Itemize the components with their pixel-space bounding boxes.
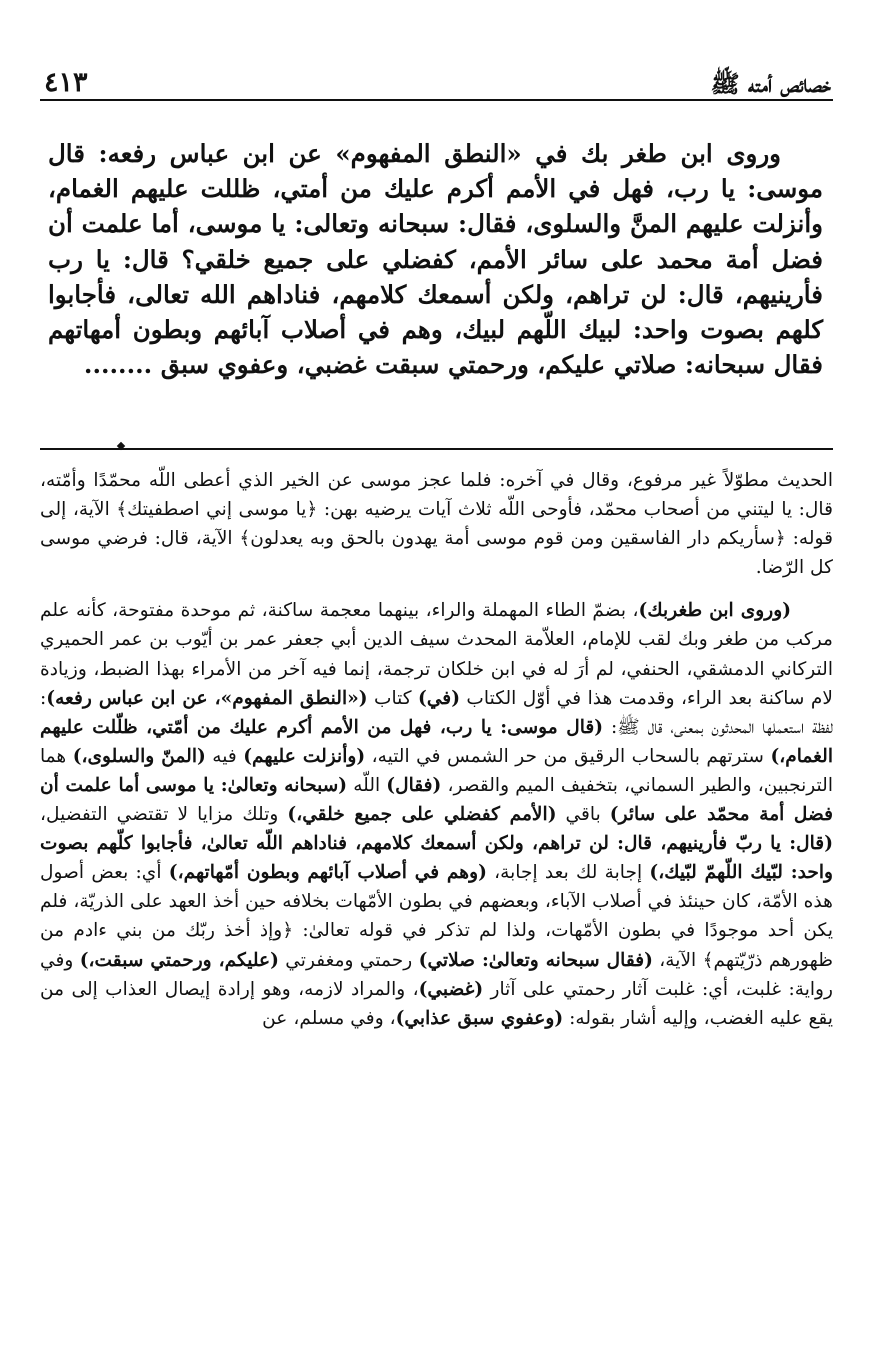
commentary (40, 466, 833, 1033)
header-rule (40, 99, 833, 101)
quoted-text: (المنّ والسلوى،) (72, 745, 206, 767)
commentary-paragraph-1: الحديث مطوّلاً غير مرفوع، وقال في آخره: فلما عجز موسى عن الخير الذي أعطى اللّه محمّدًا وأمّته، قال: يا ليتني من أصحاب محمّد، فأوحى اللّه ثلاث آيات يرضيه بهن: ﴿يا موسى إني اصطفيتك﴾ الآية، إلى قوله: ﴿سأريكم دار الفاسقين ومن قوم موسى أمة يهدون بالحق وبه يعدلون﴾ الآية، قال: فرضي موسى كل الرّضا. (40, 470, 833, 579)
gloss-text: فيه (205, 745, 244, 767)
gloss-text: هما الترنجبين، والطير السماني، بتخفيف الميم والقصر، (40, 745, 833, 796)
commentary-divider (40, 448, 833, 450)
gloss-text: أي: بعض أصول هذه الأمّة، كان حينئذ في أصلاب الآباء، وبعضهم في بطون الأمّهات بخلافه حين أخذ العهد على الذريّة، فلم يكن أحد موجودًا في بطون الأمّهات، ولذا لم تذكر في قوله تعالىٰ: ﴿وإذ أخذ ربّك من بني ءادم من ظهورهم ذرّيّتهم﴾ الآية، (40, 862, 834, 971)
quoted-text: (وروى ابن طغربك) (638, 600, 791, 622)
quoted-text: (فقال سبحانه وتعالىٰ: صلاتي) (418, 949, 653, 971)
page-header (44, 56, 831, 96)
quoted-text: (سبحانه وتعالىٰ: يا موسى أما علمت أن فضل أمة محمّد على سائر) (40, 774, 833, 826)
quoted-text: (وأنزلت عليهم) (243, 745, 366, 767)
quoted-text: (عليكم، ورحمتي سبقت،) (79, 949, 279, 971)
gloss-text: ، بضمّ الطاء المهملة والراء، بينهما معجمة ساكنة، ثم موحدة مفتوحة، كأنه علم مركب من طغر وبك لقب للإمام، العلاّمة المحدث سيف الدين أبي جعفر عمر بن أيّوب بن عمر الحميري التركاني الدمشقي، الحنفي، لم أرَ له في ابن خلكان ترجمة، إنما فيه آخر من الأمراء بهذا الضبط، وزيادة لام ساكنة بعد الراء، وقدمت هذا في أوّل الكتاب (40, 600, 833, 709)
gloss-text: كتاب (367, 687, 419, 709)
quoted-text: (وهم في أصلاب آبائهم وبطون أمّهاتهم،) (168, 862, 487, 884)
page-number: ٤١٣ (44, 67, 88, 98)
gloss-text: ، وفي مسلم، عن (262, 1007, 396, 1029)
running-title: خصائص أمته ﷺ (710, 69, 831, 98)
main-text (48, 136, 823, 382)
quoted-text: (الأمم كفضلي على جميع خلقي،) (287, 804, 557, 826)
quoted-text: (وعفوي سبق عذابي) (395, 1007, 564, 1029)
gloss-text: وفي رواية: غلبت، أي: غلبت آثار رحمتي على آثار (40, 949, 833, 1000)
gloss-text: ، والمراد لازمه، وهو إرادة إيصال العذاب إلى من يقع عليه الغضب، وإليه أشار بقوله: (40, 978, 833, 1029)
gloss-text: سترتهم بالسحاب الرقيق من حر الشمس في التيه، (365, 745, 771, 767)
gloss-text: وتلك مزايا لا تقتضي التفضيل، (40, 804, 288, 826)
quoted-text: (قال: يا ربّ فأرينيهم، قال: لن تراهم، ولكن أسمعك كلامهم، فناداهم اللّه تعالىٰ، فأجابوا كلّهم بصوت واحد: لبّيك اللّهمّ لبّيك،) (40, 833, 833, 884)
gloss-text: باقي (556, 804, 610, 826)
quoted-text: («النطق المفهوم»، عن ابن عباس رفعه) (46, 687, 368, 709)
quoted-text: (قال موسى: يا رب، فهل من الأمم أكرم عليك من أمّتي، ظلّلت عليهم الغمام،) (40, 716, 833, 767)
main-paragraph-text: وروى ابن طغر بك في «النطق المفهوم» عن ابن عباس رفعه: قال موسى: يا رب، فهل في الأمم أكرم عليك من أمتي، ظللت عليهم الغمام، وأنزلت عليهم المنَّ والسلوى، فقال: سبحانه وتعالى: يا موسى، أما علمت أن فضل أمة محمد على سائر الأمم، كفضلي على جميع خلقي؟ قال: يا رب فأرينيهم، قال: لن تراهم، ولكن أسمعك كلامهم، فناداهم الله تعالى، فأجابوا كلهم بصوت واحد: لبيك اللّهم لبيك، وهم في أصلاب آبائهم وبطون أمهاتهم فقال سبحانه: صلاتي عليكم، ورحمتي سبقت غضبي، وعفوي سبق ........ (48, 139, 823, 380)
gloss-text: اللّه (347, 774, 387, 796)
commentary-paragraph-2 (40, 596, 833, 1032)
quoted-text: (في) (418, 687, 460, 709)
paragraph-gap (40, 582, 833, 596)
gloss-text: رحمتي ومغفرتي (278, 949, 419, 971)
main-paragraph (48, 136, 823, 382)
gloss-text: إجابة لك بعد إجابة، (486, 862, 650, 884)
gloss-text: : لفظة استعملها المحدثون بمعنى، قال ﷺ: (40, 687, 833, 738)
quoted-text: (غضبي) (418, 978, 484, 1000)
quoted-text: (فقال) (386, 774, 442, 796)
